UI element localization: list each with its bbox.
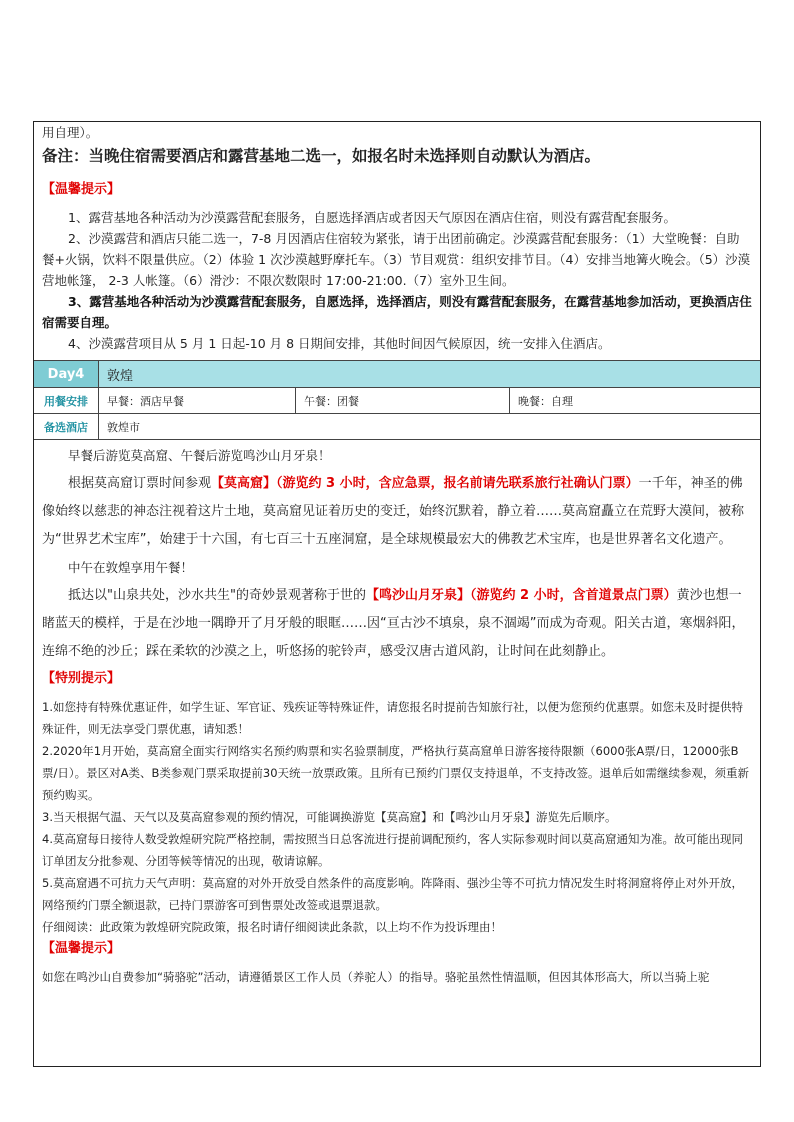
tip-item-4: 4、沙漠露营项目从 5 月 1 日起-10 月 8 日期间安排，其他时间因气候原因，统一安排入住酒店。 [68,336,611,351]
special-item-3: 3.当天根据气温、天气以及莫高窟参观的预约情况，可能调换游览【莫高窟】和【鸣沙山月牙泉】游览先后顺序。 [42,810,617,824]
body-p2 [34,470,760,554]
special-item-1: 1.如您持有特殊优惠证件，如学生证、军官证、残疾证等特殊证件，请您报名时提前告知旅行社，以便为您预约优惠票。如您未及时提供特殊证件，则无法享受门票优惠，请知悉！ [42,700,743,736]
dinner-cell: 晚餐：自理 [518,394,573,408]
tip-item-1: 1、露营基地各种活动为沙漠露营配套服务，自愿选择酒店或者因天气原因在酒店住宿，则没有露营配套服务。 [68,210,676,225]
hotel-row [34,414,760,440]
meal-label: 用餐安排 [34,388,99,413]
continuation-line: 用自理）。 [42,125,99,140]
tip-item-2: 2、沙漠露营和酒店只能二选一，7-8 月因酒店住宿较为紧张，请于出团前确定。沙漠露营配套服务：（1）大堂晚餐：自助餐+火锅，饮料不限量供应。（2）体验 1 次沙漠越野摩托车。（3）节目观赏：组织安排节目。（4）安排当地篝火晚会。（5）沙漠营地帐篷， 2-3 人帐篷。（6）滑沙：不限次数限时 17:00-21:00.（7）室外卫生间。 [42,231,751,288]
meal-row [34,388,760,414]
special-item-2: 2.2020年1月开始，莫高窟全面实行网络实名预约购票和实名验票制度，严格执行莫高窟单日游客接待限额（6000张A票/日，12000张B票/日）。景区对A类、B类参观门票采取提前30天统一放票政策。且所有已预约门票仅支持退单，不支持改签。退单后如需继续参观，须重新预约购买。 [42,744,750,802]
breakfast-cell: 早餐：酒店早餐 [99,388,296,413]
tip2-item-1: 如您在鸣沙山自费参加“骑骆驼”活动，请遵循景区工作人员（养驼人）的指导。骆驼虽然性情温顺，但因其体形高大，所以当骑上驼 [42,970,710,984]
body-p4-highlight: 【鸣沙山月牙泉】（游览约 2 小时，含首道景点门票） [365,588,677,603]
tip-item-3 [34,291,760,333]
special-title: 【特别提示】 [42,671,121,686]
day-title: 敦煌 [99,361,760,387]
body-p3: 中午在敦煌享用午餐！ [68,560,194,575]
body-p2-a: 根据莫高窟订票时间参观 [68,476,212,491]
special-item-5: 5.莫高窟遇不可抗力天气声明：莫高窟的对外开放受自然条件的高度影响。阵降雨、强沙尘等不可抗力情况发生时将洞窟将停止对外开放，网络预约门票全额退款，已持门票游客可到售票处改签或退票退款。 [42,876,743,912]
body-p4-b: 黄沙也想一睹蓝天的模样，于是在沙地一隅睁开了月牙般的眼眶……因“亘古沙不填泉，泉不涸竭”而成为奇观。阳关古道，寒烟斜阳，连绵不绝的沙丘；踩在柔软的沙漠之上，听悠扬的驼铃声，感受汉唐古道风韵，让时间在此刻静止。 [42,588,745,659]
hotel-value: 敦煌市 [107,420,140,434]
body-p4-a: 抵达以"山泉共处，沙水共生"的奇妙景观著称于世的 [68,588,366,603]
lunch-cell: 午餐：团餐 [296,388,510,413]
special-item-4: 4.莫高窟每日接待人数受敦煌研究院严格控制，需按照当日总客流进行提前调配预约，客人实际参观时间以莫高窟通知为准。故可能出现同订单团友分批参观、分团等候等情况的出现，敬请谅解。 [42,832,743,868]
note-line: 备注：当晚住宿需要酒店和露营基地二选一，如报名时未选择则自动默认为酒店。 [42,147,601,165]
body-p2-highlight: 【莫高窟】（游览约 3 小时，含应急票，报名前请先联系旅行社确认门票） [211,476,639,491]
tip-item-3-text: 3、露营基地各种活动为沙漠露营配套服务，自愿选择，选择酒店，则没有露营配套服务，在露营基地参加活动，更换酒店住宿需要自理。 [42,294,752,330]
body-p2-b: 一千年，神圣的佛像始终以慈悲的神态注视着这片土地，莫高窟见证着历史的变迁，始终沉默着，静立着……莫高窟矗立在荒野大漠间，被称为“世界艺术宝库”，始建于十六国，有七百三十五座洞窟，是全球规模最宏大的佛教艺术宝库，也是世界著名文化遗产。 [42,476,745,547]
hotel-label: 备选酒店 [34,414,99,439]
tip-title: 【温馨提示】 [42,182,121,197]
day-label: Day4 [34,361,99,387]
day-header-row [34,360,760,388]
body-p1: 早餐后游览莫高窟、午餐后游览鸣沙山月牙泉！ [68,448,331,463]
body-p4 [34,582,760,666]
itinerary-frame [33,121,761,1067]
tip2-title: 【温馨提示】 [42,941,121,956]
special-item-6: 仔细阅读：此政策为敦煌研究院政策，报名时请仔细阅读此条款，以上均不作为投诉理由！ [42,920,502,934]
